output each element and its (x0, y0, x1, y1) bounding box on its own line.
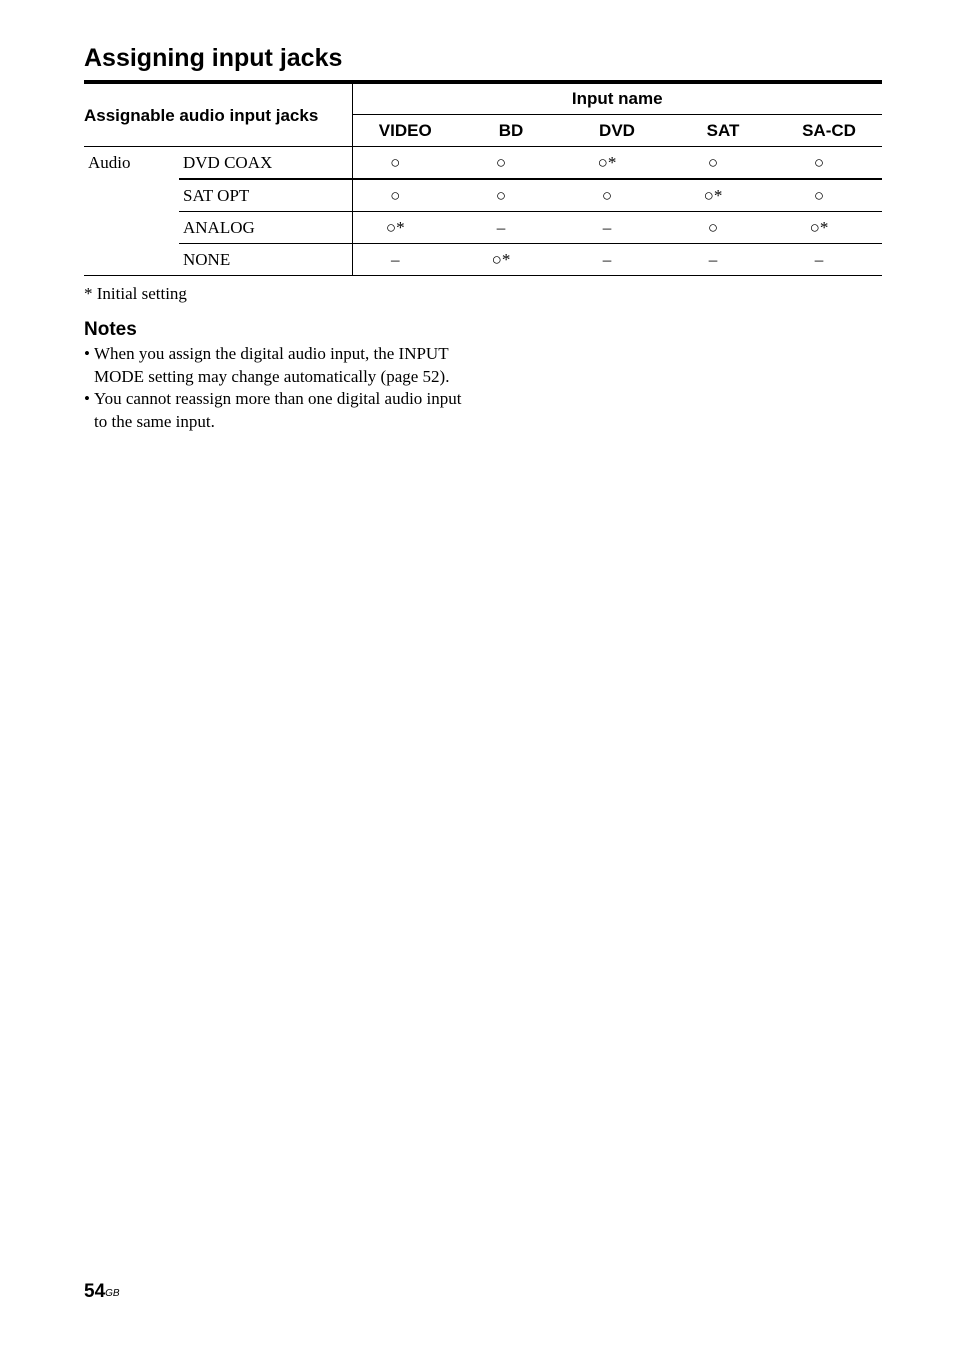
notes-list (84, 343, 464, 434)
table-cell: ○ (776, 179, 882, 212)
table-cell: – (776, 244, 882, 276)
list-item (84, 343, 464, 388)
table-cell: – (670, 244, 776, 276)
page-title: Assigning input jacks (84, 44, 343, 72)
footnote-initial-setting: * Initial setting (84, 284, 187, 303)
bullet: • (84, 389, 90, 409)
input-jacks-table (84, 80, 882, 276)
column-header-sa-cd: SA-CD (776, 115, 882, 147)
column-header-bd: BD (458, 115, 564, 147)
jack-name: DVD COAX (179, 147, 352, 180)
table-cell: ○* (776, 212, 882, 244)
table-cell: – (564, 244, 670, 276)
table-cell: ○ (564, 179, 670, 212)
column-header-video: VIDEO (352, 115, 458, 147)
bullet: • (84, 344, 90, 363)
table-row (84, 147, 882, 180)
table-cell: ○ (352, 179, 458, 212)
jack-name: NONE (179, 244, 352, 276)
jack-name: ANALOG (179, 212, 352, 244)
table-cell: ○ (458, 147, 564, 180)
header-input-name: Input name (352, 82, 882, 115)
table-cell: ○ (776, 147, 882, 180)
table-cell: ○* (458, 244, 564, 276)
note-text: When you assign the digital audio input, the INPUT MODE setting may change automatically (page 52). (94, 344, 450, 386)
table-cell: ○* (670, 179, 776, 212)
table-cell: ○ (352, 147, 458, 180)
header-assignable-jacks: Assignable audio input jacks (84, 82, 352, 147)
table-row (84, 212, 882, 244)
list-item (84, 388, 464, 433)
column-header-dvd: DVD (564, 115, 670, 147)
page-number: $54^{GB}$ (84, 1281, 120, 1302)
column-header-sat: SAT (670, 115, 776, 147)
input-jacks-table-container (84, 80, 882, 276)
page-number-suffix: GB (105, 1288, 120, 1299)
notes-heading: Notes (84, 319, 137, 340)
table-cell: ○* (352, 212, 458, 244)
note-text: You cannot reassign more than one digital audio input to the same input. (94, 389, 462, 432)
table-cell: – (564, 212, 670, 244)
table-cell: ○* (564, 147, 670, 180)
table-cell: ○ (458, 179, 564, 212)
table-row (84, 244, 882, 276)
group-label-audio: Audio (84, 147, 179, 276)
jack-name: SAT OPT (179, 179, 352, 212)
table-cell: – (458, 212, 564, 244)
table-cell: – (352, 244, 458, 276)
table-cell: ○ (670, 147, 776, 180)
table-row (84, 179, 882, 212)
table-cell: ○ (670, 212, 776, 244)
